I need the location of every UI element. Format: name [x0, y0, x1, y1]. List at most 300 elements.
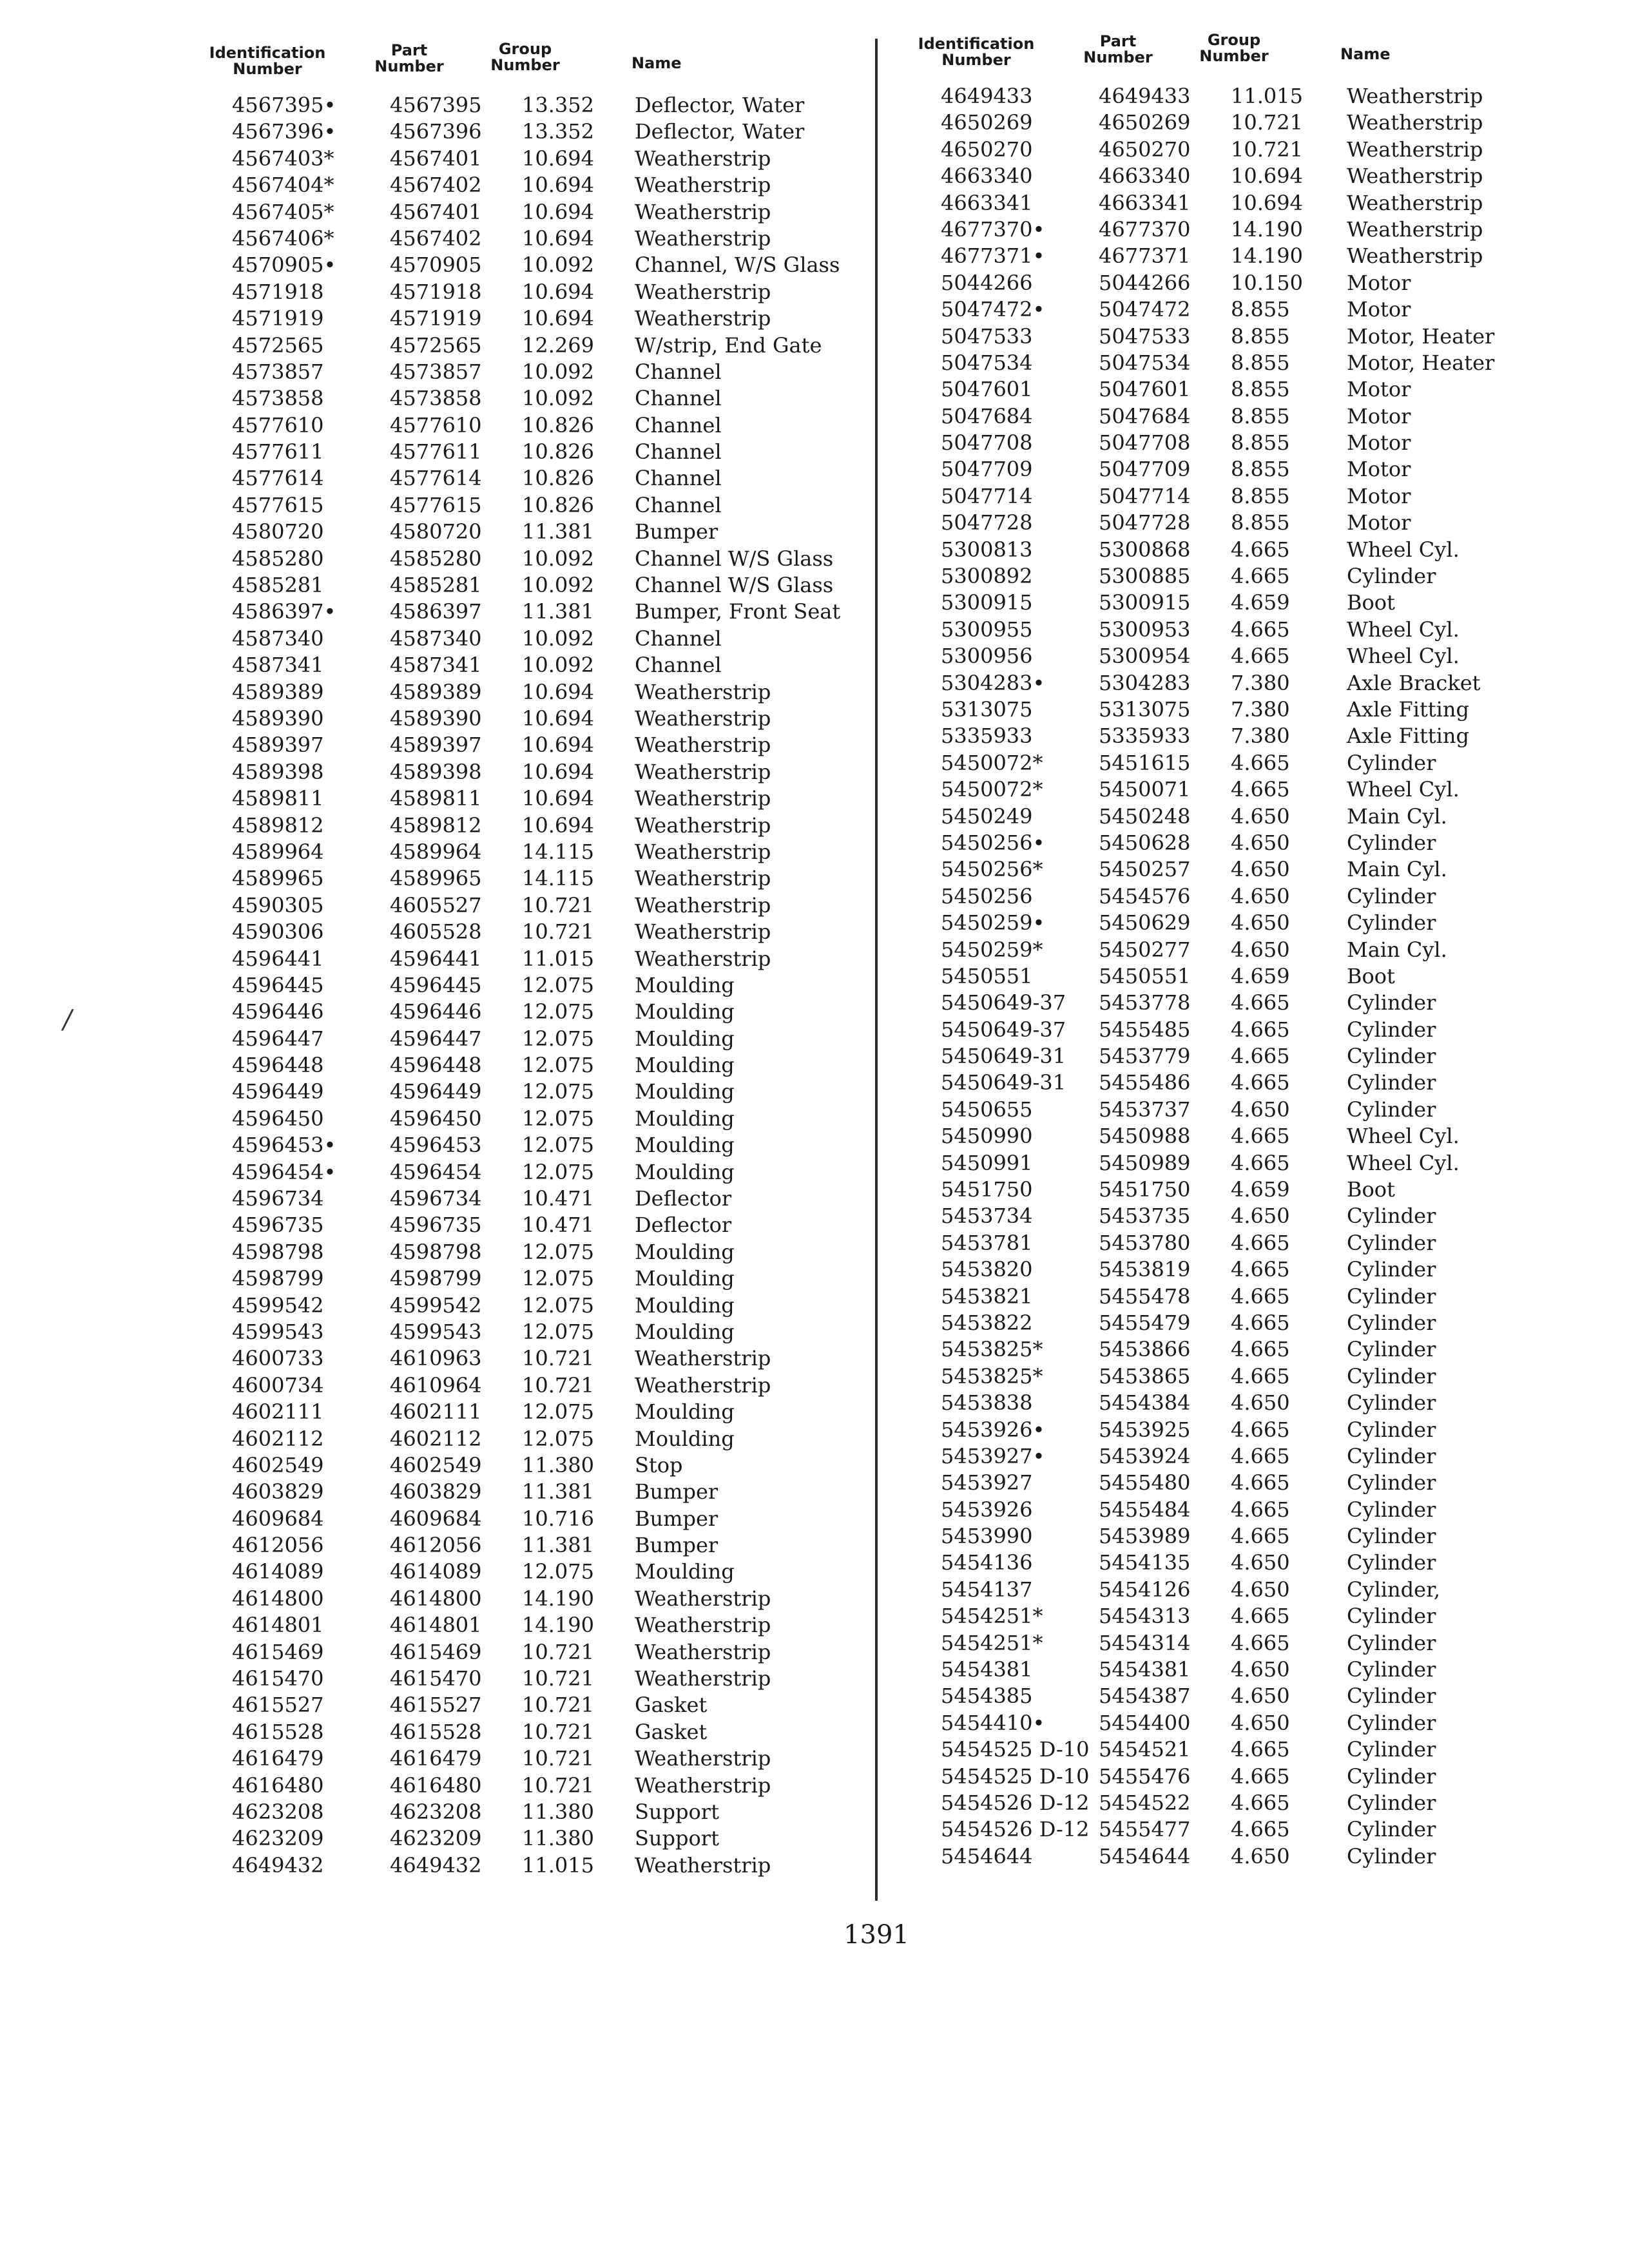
name-cell: Weatherstrip — [635, 759, 771, 784]
table-row — [193, 90, 863, 117]
table-row — [902, 695, 1572, 721]
table-row — [193, 1157, 863, 1184]
group-number-cell: 11.381 — [522, 519, 594, 544]
group-number-cell: 4.650 — [1231, 803, 1290, 829]
table-row — [193, 837, 863, 863]
part-number-cell: 5453778 — [1099, 990, 1191, 1015]
identification-number-cell: 5300955 — [941, 617, 1033, 642]
part-number-cell: 5450989 — [1099, 1150, 1191, 1175]
part-number-cell: 5450277 — [1099, 937, 1191, 962]
group-number-cell: 4.665 — [1231, 1737, 1290, 1762]
identification-number-cell: 4589390 — [232, 706, 324, 731]
table-row — [902, 241, 1572, 267]
group-number-cell: 4.659 — [1231, 963, 1290, 988]
group-number-cell: 4.650 — [1231, 1204, 1290, 1229]
group-number-cell: 4.665 — [1231, 777, 1290, 802]
part-number-cell: 5451615 — [1099, 750, 1191, 775]
identification-number-cell: 5300813 — [941, 537, 1033, 562]
part-number-cell: 5047533 — [1099, 323, 1191, 349]
identification-number-cell: 5450649-31 — [941, 1070, 1066, 1095]
name-cell: Cylinder — [1347, 750, 1436, 775]
name-cell: Moulding — [635, 1053, 735, 1078]
table-row — [193, 1557, 863, 1583]
identification-number-cell: 4600734 — [232, 1372, 324, 1398]
group-number-cell: 4.665 — [1231, 1070, 1290, 1095]
group-number-cell: 8.855 — [1231, 377, 1290, 402]
table-row — [193, 890, 863, 917]
name-cell: Cylinder — [1347, 1443, 1436, 1468]
identification-number-cell: 4602549 — [232, 1452, 324, 1477]
table-row — [193, 624, 863, 650]
name-cell: Weatherstrip — [635, 146, 771, 171]
identification-number-cell: 4614801 — [232, 1613, 324, 1638]
identification-number-cell: 5450991 — [941, 1150, 1033, 1175]
table-row — [902, 401, 1572, 428]
identification-number-cell: 4615527 — [232, 1693, 324, 1718]
group-number-cell: 4.650 — [1231, 937, 1290, 962]
part-number-cell: 5450628 — [1099, 830, 1191, 855]
group-number-cell: 10.694 — [522, 759, 594, 784]
identification-number-cell: 5453781 — [941, 1230, 1033, 1255]
header-name: Name — [631, 54, 682, 72]
identification-number-cell: 4586397• — [232, 599, 336, 624]
identification-number-cell: 4615528 — [232, 1719, 324, 1744]
group-number-cell: 10.694 — [522, 173, 594, 198]
part-number-cell: 4596445 — [390, 972, 482, 997]
identification-number-cell: 5450649-31 — [941, 1044, 1066, 1069]
identification-number-cell: 5451750 — [941, 1177, 1033, 1202]
part-number-cell: 4623208 — [390, 1800, 482, 1824]
table-row — [193, 944, 863, 970]
identification-number-cell: 4596735 — [232, 1213, 324, 1238]
name-cell: Deflector — [635, 1186, 732, 1211]
table-row — [902, 588, 1572, 614]
identification-number-cell: 4598799 — [232, 1266, 324, 1291]
table-row — [193, 544, 863, 570]
table-row — [902, 108, 1572, 134]
identification-number-cell: 4599543 — [232, 1319, 324, 1344]
header-identification-number: Identification Number — [918, 35, 1035, 69]
table-row — [902, 161, 1572, 187]
table-row — [902, 454, 1572, 481]
part-number-cell: 4567395 — [390, 93, 482, 117]
name-cell: Motor, Heater — [1347, 323, 1495, 349]
identification-number-cell: 4580720 — [232, 519, 324, 544]
identification-number-cell: 4649432 — [232, 1852, 324, 1878]
table-row — [193, 1397, 863, 1423]
table-row — [902, 294, 1572, 321]
group-number-cell: 10.092 — [522, 653, 594, 678]
group-number-cell: 4.665 — [1231, 1017, 1290, 1042]
name-cell: Axle Fitting — [1347, 697, 1469, 722]
group-number-cell: 4.665 — [1231, 1337, 1290, 1362]
identification-number-cell: 4663340 — [941, 164, 1033, 189]
identification-number-cell: 5047709 — [941, 457, 1033, 482]
table-row — [902, 268, 1572, 294]
group-number-cell: 14.115 — [522, 866, 594, 891]
name-cell: Cylinder — [1347, 1737, 1436, 1762]
group-number-cell: 8.855 — [1231, 297, 1290, 322]
part-number-cell: 4596447 — [390, 1026, 482, 1051]
identification-number-cell: 5454526 D-12 — [941, 1791, 1090, 1815]
identification-number-cell: 4571919 — [232, 306, 324, 331]
identification-number-cell: 4615469 — [232, 1639, 324, 1664]
part-number-cell: 4589811 — [390, 786, 482, 811]
name-cell: Motor — [1347, 377, 1411, 402]
part-number-cell: 4596450 — [390, 1106, 482, 1131]
table-row — [902, 774, 1572, 801]
identification-number-cell: 5454136 — [941, 1550, 1033, 1575]
table-row — [902, 1708, 1572, 1735]
name-cell: Cylinder — [1347, 1417, 1436, 1442]
group-number-cell: 10.716 — [522, 1506, 594, 1531]
group-number-cell: 4.650 — [1231, 1710, 1290, 1735]
name-cell: Moulding — [635, 1026, 735, 1051]
table-row — [193, 970, 863, 997]
part-number-cell: 5047709 — [1099, 457, 1191, 482]
group-number-cell: 4.650 — [1231, 1657, 1290, 1682]
table-row — [902, 1655, 1572, 1681]
group-number-cell: 12.269 — [522, 332, 594, 358]
group-number-cell: 4.659 — [1231, 1177, 1290, 1202]
name-cell: Bumper — [635, 1533, 718, 1558]
group-number-cell: 4.665 — [1231, 1230, 1290, 1255]
table-row — [902, 561, 1572, 588]
table-row — [902, 428, 1572, 454]
table-row — [193, 597, 863, 623]
name-cell: Weatherstrip — [635, 1746, 771, 1771]
group-number-cell: 12.075 — [522, 1426, 594, 1451]
group-number-cell: 14.115 — [522, 839, 594, 864]
part-number-cell: 5453866 — [1099, 1337, 1191, 1362]
name-cell: Weatherstrip — [1347, 216, 1483, 242]
table-row — [902, 1762, 1572, 1788]
identification-number-cell: 4623208 — [232, 1800, 324, 1824]
group-number-cell: 10.694 — [522, 706, 594, 731]
part-number-cell: 5335933 — [1099, 724, 1191, 749]
name-cell: Deflector — [635, 1213, 732, 1238]
name-cell: Weatherstrip — [635, 1852, 771, 1878]
identification-number-cell: 4589397 — [232, 733, 324, 758]
group-number-cell: 10.721 — [522, 892, 594, 918]
part-number-cell: 5047684 — [1099, 403, 1191, 428]
table-row — [193, 117, 863, 143]
identification-number-cell: 4589964 — [232, 839, 324, 864]
name-cell: Cylinder — [1347, 1657, 1436, 1682]
part-number-cell: 5450248 — [1099, 803, 1191, 829]
identification-number-cell: 5454251* — [941, 1604, 1043, 1629]
identification-number-cell: 5313075 — [941, 697, 1033, 722]
name-cell: Channel — [635, 386, 722, 411]
name-cell: Channel — [635, 439, 722, 465]
part-number-cell: 4577611 — [390, 439, 482, 465]
group-number-cell: 10.694 — [522, 306, 594, 331]
name-cell: Weatherstrip — [635, 1372, 771, 1398]
part-number-cell: 4589812 — [390, 812, 482, 838]
group-number-cell: 4.665 — [1231, 537, 1290, 562]
group-number-cell: 4.665 — [1231, 1417, 1290, 1442]
part-number-cell: 4663341 — [1099, 190, 1191, 215]
table-row — [193, 303, 863, 330]
part-number-cell: 5300885 — [1099, 564, 1191, 589]
name-cell: Cylinder — [1347, 1550, 1436, 1575]
right-header — [902, 32, 1572, 73]
name-cell: Weatherstrip — [1347, 164, 1483, 189]
group-number-cell: 4.665 — [1231, 1283, 1290, 1309]
identification-number-cell: 4596445 — [232, 972, 324, 997]
name-cell: Weatherstrip — [1347, 244, 1483, 269]
name-cell: Channel — [635, 653, 722, 678]
part-number-cell: 4573857 — [390, 359, 482, 384]
part-number-cell: 4567396 — [390, 119, 482, 144]
group-number-cell: 8.855 — [1231, 510, 1290, 535]
name-cell: Cylinder — [1347, 1230, 1436, 1255]
group-number-cell: 8.855 — [1231, 483, 1290, 508]
group-number-cell: 4.650 — [1231, 1550, 1290, 1575]
table-row — [193, 144, 863, 170]
table-row — [902, 1282, 1572, 1308]
name-cell: Cylinder — [1347, 1283, 1436, 1309]
identification-number-cell: 5454385 — [941, 1684, 1033, 1709]
group-number-cell: 8.855 — [1231, 403, 1290, 428]
group-number-cell: 4.665 — [1231, 1791, 1290, 1815]
part-number-cell: 5454314 — [1099, 1630, 1191, 1655]
part-number-cell: 5454576 — [1099, 883, 1191, 908]
name-cell: Cylinder — [1347, 1763, 1436, 1789]
identification-number-cell: 4589965 — [232, 866, 324, 891]
name-cell: Motor — [1347, 297, 1411, 322]
table-row — [902, 908, 1572, 934]
name-cell: Moulding — [635, 1106, 735, 1131]
identification-number-cell: 5454644 — [941, 1843, 1033, 1869]
group-number-cell: 4.665 — [1231, 1817, 1290, 1842]
group-number-cell: 4.650 — [1231, 883, 1290, 908]
table-row — [193, 1477, 863, 1503]
part-number-cell: 4614089 — [390, 1559, 482, 1584]
name-cell: Weatherstrip — [635, 919, 771, 945]
name-cell: Cylinder — [1347, 1817, 1436, 1842]
identification-number-cell: 5450259* — [941, 937, 1043, 962]
table-row — [193, 1850, 863, 1877]
identification-number-cell: 5047472• — [941, 297, 1045, 322]
part-number-cell: 4567401 — [390, 199, 482, 224]
part-number-cell: 4567401 — [390, 146, 482, 171]
part-number-cell: 4567402 — [390, 173, 482, 198]
identification-number-cell: 4663341 — [941, 190, 1033, 215]
identification-number-cell: 5047708 — [941, 430, 1033, 456]
name-cell: Moulding — [635, 1239, 735, 1264]
name-cell: Moulding — [635, 1293, 735, 1318]
name-cell: Cylinder — [1347, 1470, 1436, 1495]
part-number-cell: 4596448 — [390, 1053, 482, 1078]
identification-number-cell: 5453927• — [941, 1443, 1045, 1468]
name-cell: Wheel Cyl. — [1347, 1124, 1460, 1149]
name-cell: Channel — [635, 466, 722, 491]
identification-number-cell: 4609684 — [232, 1506, 324, 1531]
table-row — [193, 1210, 863, 1236]
identification-number-cell: 5450649-37 — [941, 1017, 1066, 1042]
header-group-number: Group Number — [490, 40, 560, 74]
table-row — [193, 1077, 863, 1103]
part-number-cell: 4663340 — [1099, 164, 1191, 189]
group-number-cell: 4.665 — [1231, 564, 1290, 589]
group-number-cell: 12.075 — [522, 1399, 594, 1425]
identification-number-cell: 4577610 — [232, 412, 324, 437]
group-number-cell: 10.826 — [522, 492, 594, 517]
part-number-cell: 4589965 — [390, 866, 482, 891]
part-number-cell: 5047472 — [1099, 297, 1191, 322]
identification-number-cell: 5453820 — [941, 1257, 1033, 1282]
identification-number-cell: 5044266 — [941, 270, 1033, 295]
group-number-cell: 10.092 — [522, 386, 594, 411]
identification-number-cell: 4603829 — [232, 1479, 324, 1504]
table-row — [902, 188, 1572, 215]
group-number-cell: 4.665 — [1231, 1524, 1290, 1549]
part-number-cell: 5455486 — [1099, 1070, 1191, 1095]
part-number-cell: 5454126 — [1099, 1577, 1191, 1602]
group-number-cell: 10.826 — [522, 412, 594, 437]
group-number-cell: 10.092 — [522, 253, 594, 278]
identification-number-cell: 5453926 — [941, 1497, 1033, 1522]
identification-number-cell: 5450551 — [941, 963, 1033, 988]
part-number-cell: 5044266 — [1099, 270, 1191, 295]
table-row — [193, 650, 863, 677]
identification-number-cell: 5047533 — [941, 323, 1033, 349]
group-number-cell: 12.075 — [522, 1026, 594, 1051]
table-row — [193, 463, 863, 490]
identification-number-cell: 4572565 — [232, 332, 324, 358]
name-cell: Cylinder — [1347, 1630, 1436, 1655]
group-number-cell: 11.380 — [522, 1826, 594, 1851]
name-cell: Weatherstrip — [635, 946, 771, 971]
name-cell: Cylinder — [1347, 990, 1436, 1015]
group-number-cell: 4.665 — [1231, 1310, 1290, 1335]
table-row — [902, 1735, 1572, 1761]
group-number-cell: 14.190 — [1231, 244, 1303, 269]
identification-number-cell: 4649433 — [941, 84, 1033, 108]
part-number-cell: 4602112 — [390, 1426, 482, 1451]
part-number-cell: 5453925 — [1099, 1417, 1191, 1442]
identification-number-cell: 4596446 — [232, 999, 324, 1024]
name-cell: Motor — [1347, 510, 1411, 535]
group-number-cell: 10.721 — [522, 1693, 594, 1718]
part-number-cell: 5454381 — [1099, 1657, 1191, 1682]
name-cell: Weatherstrip — [635, 173, 771, 198]
group-number-cell: 11.381 — [522, 599, 594, 624]
table-row — [902, 828, 1572, 854]
identification-number-cell: 4615470 — [232, 1666, 324, 1691]
name-cell: Moulding — [635, 1426, 735, 1451]
name-cell: Weatherstrip — [635, 199, 771, 224]
part-number-cell: 4677370 — [1099, 216, 1191, 242]
group-number-cell: 8.855 — [1231, 350, 1290, 375]
identification-number-cell: 5450256• — [941, 830, 1045, 855]
part-number-cell: 4610964 — [390, 1372, 482, 1398]
identification-number-cell: 4570905• — [232, 253, 336, 278]
part-number-cell: 5453737 — [1099, 1097, 1191, 1122]
part-number-cell: 4573858 — [390, 386, 482, 411]
name-cell: Cylinder — [1347, 1604, 1436, 1629]
name-cell: Weatherstrip — [635, 1346, 771, 1371]
table-row — [193, 1450, 863, 1477]
identification-number-cell: 4602112 — [232, 1426, 324, 1451]
table-row — [902, 668, 1572, 695]
name-cell: Cylinder — [1347, 1204, 1436, 1229]
part-number-cell: 5454521 — [1099, 1737, 1191, 1762]
group-number-cell: 10.694 — [522, 679, 594, 704]
part-number-cell: 4587341 — [390, 653, 482, 678]
table-row — [902, 215, 1572, 241]
group-number-cell: 4.665 — [1231, 1363, 1290, 1389]
name-cell: Cylinder — [1347, 830, 1436, 855]
group-number-cell: 10.721 — [522, 1746, 594, 1771]
table-row — [193, 783, 863, 810]
name-cell: Moulding — [635, 999, 735, 1024]
identification-number-cell: 4616480 — [232, 1773, 324, 1798]
part-number-cell: 5455485 — [1099, 1017, 1191, 1042]
group-number-cell: 4.650 — [1231, 830, 1290, 855]
part-number-cell: 4614801 — [390, 1613, 482, 1638]
group-number-cell: 8.855 — [1231, 430, 1290, 456]
identification-number-cell: 4590305 — [232, 892, 324, 918]
name-cell: Moulding — [635, 1399, 735, 1425]
name-cell: Main Cyl. — [1347, 857, 1447, 882]
part-number-cell: 4596449 — [390, 1079, 482, 1104]
identification-number-cell: 5453821 — [941, 1283, 1033, 1309]
name-cell: Cylinder — [1347, 1070, 1436, 1095]
name-cell: Motor — [1347, 457, 1411, 482]
group-number-cell: 10.092 — [522, 573, 594, 598]
group-number-cell: 4.650 — [1231, 1577, 1290, 1602]
name-cell: Gasket — [635, 1719, 708, 1744]
name-cell: Axle Bracket — [1347, 670, 1481, 695]
name-cell: Cylinder, — [1347, 1577, 1441, 1602]
group-number-cell: 10.826 — [522, 439, 594, 465]
table-row — [902, 854, 1572, 881]
group-number-cell: 10.150 — [1231, 270, 1303, 295]
name-cell: Cylinder — [1347, 1710, 1436, 1735]
table-row — [902, 1495, 1572, 1521]
name-cell: Weatherstrip — [635, 679, 771, 704]
part-number-cell: 5455484 — [1099, 1497, 1191, 1522]
name-cell: Cylinder — [1347, 1843, 1436, 1869]
table-row — [902, 1201, 1572, 1227]
identification-number-cell: 5300956 — [941, 644, 1033, 669]
group-number-cell: 4.650 — [1231, 910, 1290, 936]
name-cell: Weatherstrip — [1347, 84, 1483, 108]
table-row — [193, 1610, 863, 1637]
part-number-cell: 4586397 — [390, 599, 482, 624]
group-number-cell: 4.650 — [1231, 1390, 1290, 1416]
table-row — [902, 322, 1572, 348]
group-number-cell: 10.092 — [522, 626, 594, 651]
table-row — [902, 1441, 1572, 1468]
name-cell: W/strip, End Gate — [635, 332, 822, 358]
name-cell: Weatherstrip — [635, 279, 771, 304]
part-number-cell: 4599542 — [390, 1293, 482, 1318]
table-row — [902, 135, 1572, 161]
part-number-cell: 4598799 — [390, 1266, 482, 1291]
group-number-cell: 10.694 — [1231, 164, 1303, 189]
group-number-cell: 10.721 — [1231, 137, 1303, 162]
name-cell: Support — [635, 1826, 719, 1851]
part-number-cell: 5453989 — [1099, 1524, 1191, 1549]
identification-number-cell: 4589811 — [232, 786, 324, 811]
group-number-cell: 12.075 — [522, 1266, 594, 1291]
identification-number-cell: 4589389 — [232, 679, 324, 704]
name-cell: Motor — [1347, 430, 1411, 456]
name-cell: Bumper — [635, 1479, 718, 1504]
